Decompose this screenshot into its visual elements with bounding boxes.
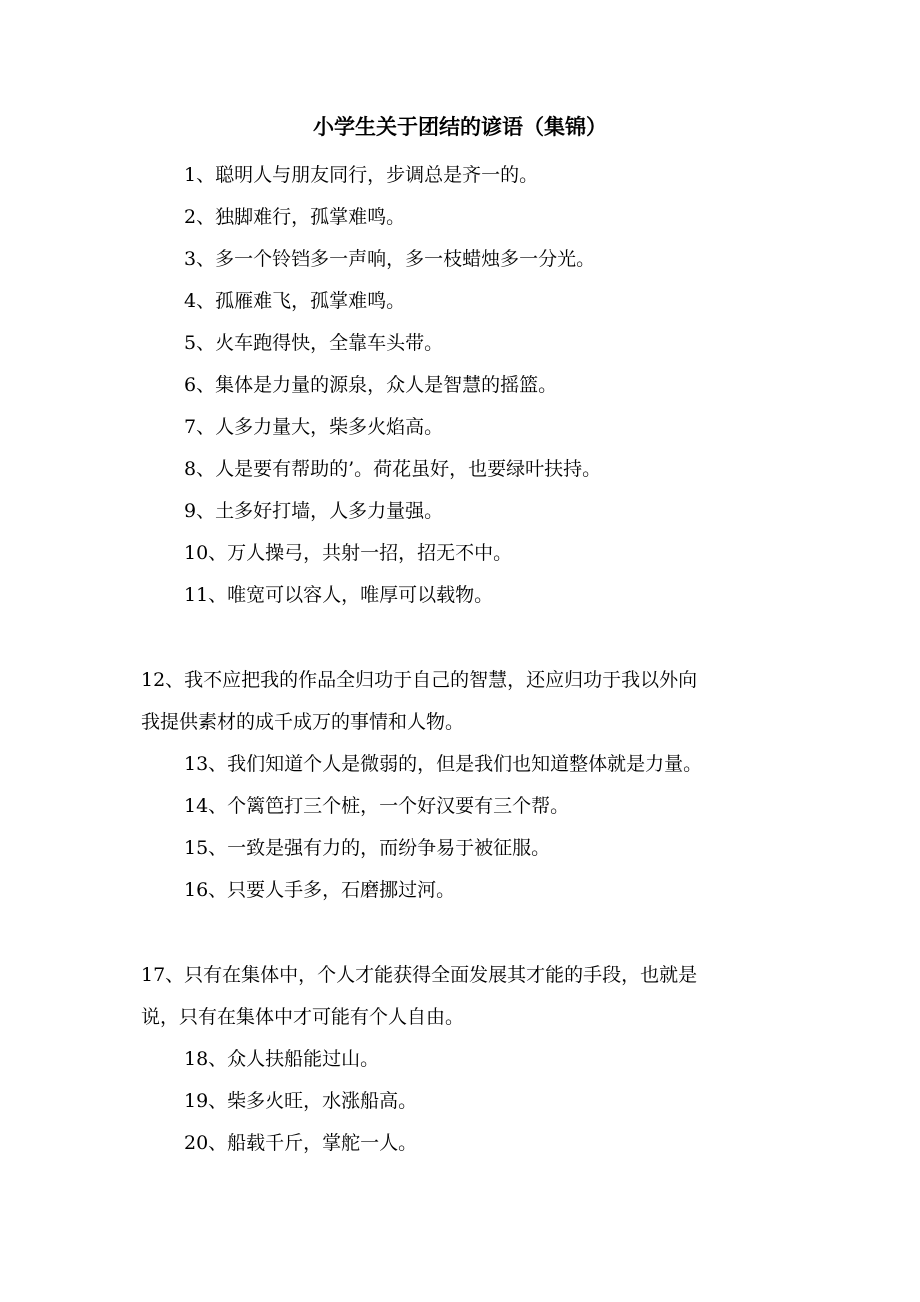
proverb-line: 16、只要人手多，石磨挪过河。 [184, 879, 456, 901]
proverb-line: 2、独脚难行，孤掌难鸣。 [184, 206, 406, 228]
proverb-line: 19、柴多火旺，水涨船高。 [184, 1090, 418, 1112]
proverb-line: 1、聪明人与朋友同行，步调总是齐一的。 [184, 164, 539, 186]
proverb-line: 17、只有在集体中，个人才能获得全面发展其才能的手段，也就是 [141, 964, 698, 986]
proverb-line: 7、人多力量大，柴多火焰高。 [184, 416, 444, 438]
proverb-line: 10、万人操弓，共射一招，招无不中。 [184, 542, 513, 564]
proverb-line: 5、火车跑得快，全靠车头带。 [184, 332, 444, 354]
proverb-line: 15、一致是强有力的，而纷争易于被征服。 [184, 837, 551, 859]
proverb-line: 11、唯宽可以容人，唯厚可以载物。 [184, 584, 494, 606]
proverb-line: 8、人是要有帮助的’。荷花虽好，也要绿叶扶持。 [184, 458, 602, 480]
proverb-line: 4、孤雁难飞，孤掌难鸣。 [184, 290, 406, 312]
proverb-line: 12、我不应把我的作品全归功于自己的智慧，还应归功于我以外向 [141, 669, 698, 691]
proverb-line: 6、集体是力量的源泉，众人是智慧的摇篮。 [184, 374, 558, 396]
proverb-line: 14、个篱笆打三个桩，一个好汉要有三个帮。 [184, 795, 570, 817]
proverb-line: 9、土多好打墙，人多力量强。 [184, 500, 444, 522]
proverb-line: 20、船载千斤，掌舵一人。 [184, 1132, 418, 1154]
proverb-line: 18、众人扶船能过山。 [184, 1048, 380, 1070]
proverb-line-continuation: 我提供素材的成千成万的事情和人物。 [141, 711, 465, 733]
proverb-line: 3、多一个铃铛多一声响，多一枝蜡烛多一分光。 [184, 248, 596, 270]
proverb-line-continuation: 说，只有在集体中才可能有个人自由。 [141, 1006, 465, 1028]
proverb-line: 13、我们知道个人是微弱的，但是我们也知道整体就是力量。 [184, 753, 703, 775]
document-title: 小学生关于团结的谚语（集锦） [313, 114, 607, 139]
